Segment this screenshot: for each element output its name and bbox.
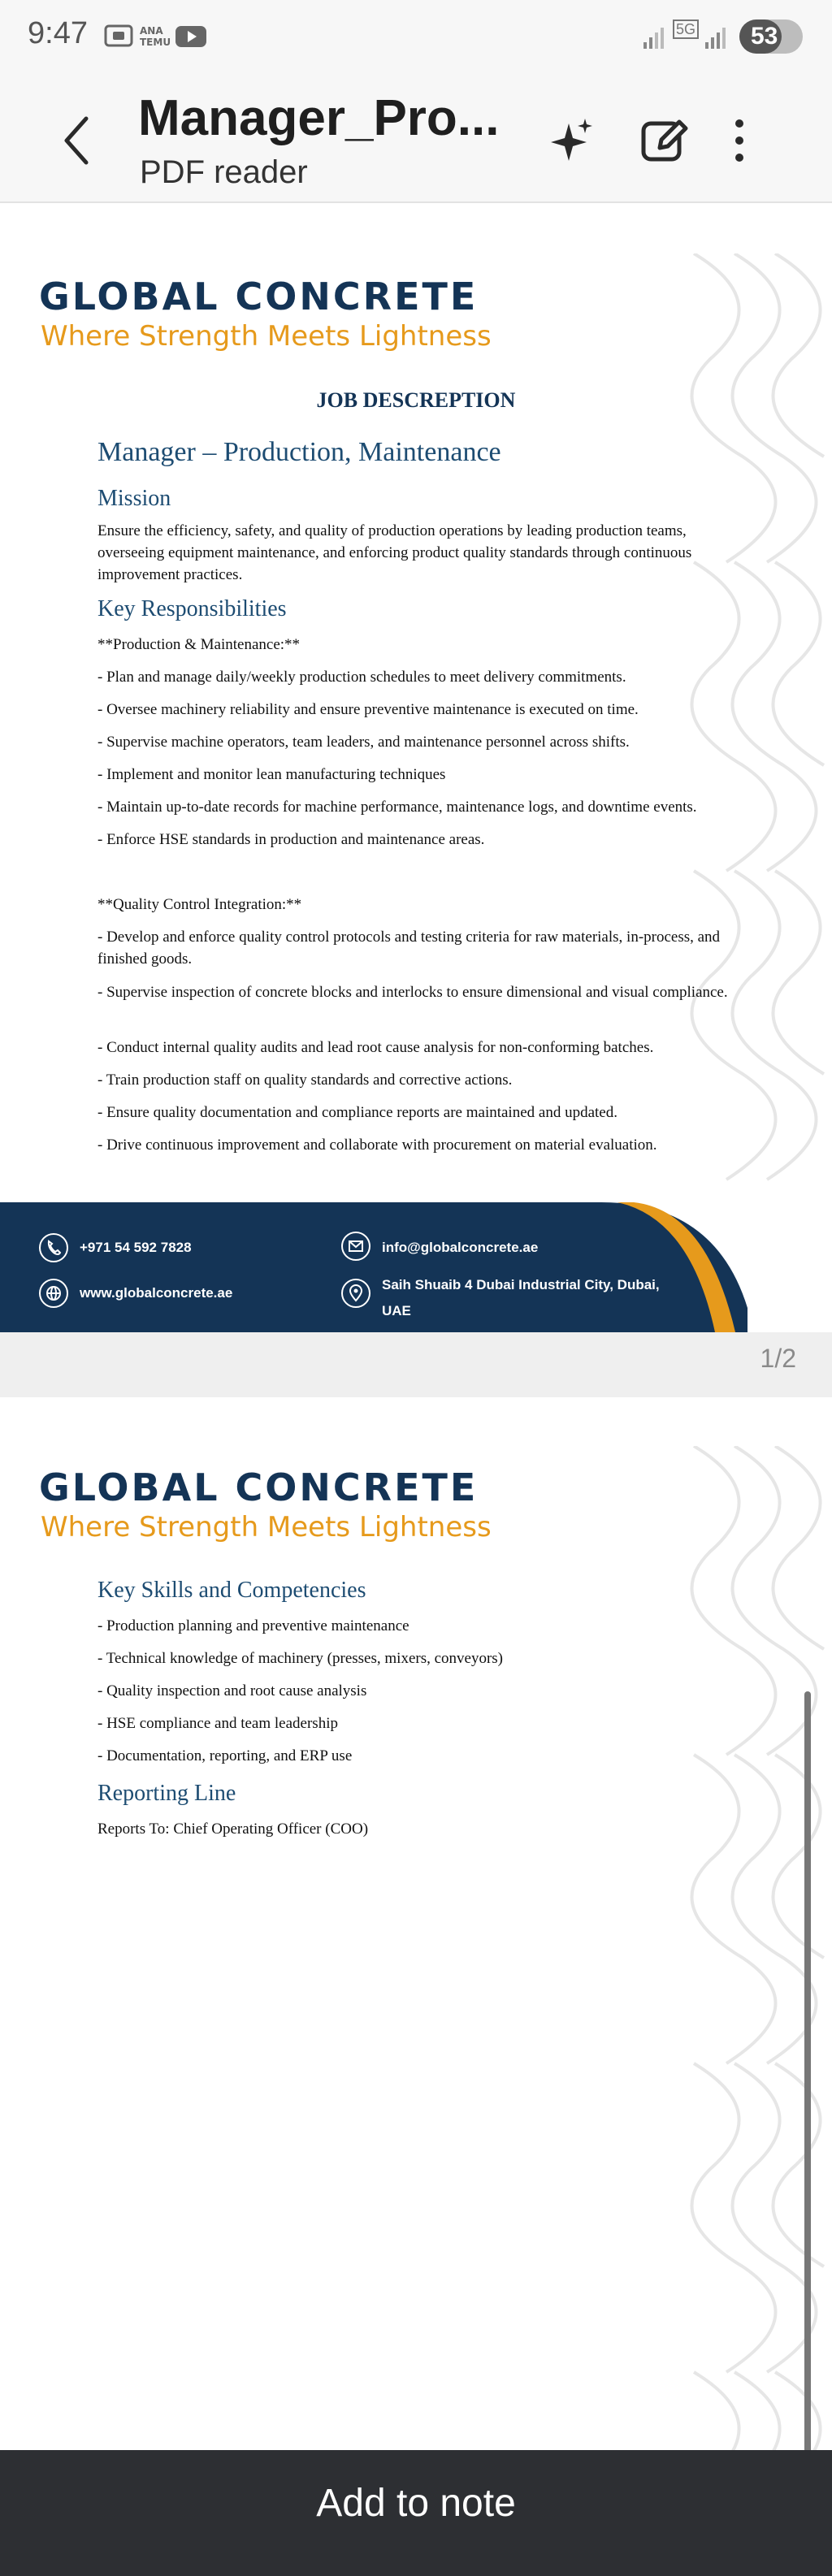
page-indicator: 1/2 (760, 1344, 796, 1373)
location-pin-icon (341, 1279, 370, 1308)
list-item: - Enforce HSE standards in production and maintenance areas. (98, 831, 485, 848)
document-heading: JOB DESCREPTION (316, 388, 516, 412)
footer-address-line1: Saih Shuaib 4 Dubai Industrial City, Dubai, (382, 1277, 660, 1292)
network-type-badge: 5G (673, 19, 699, 39)
company-tagline: Where Strength Meets Lightness (41, 1511, 492, 1543)
company-logo: GLOBAL CONCRETE (39, 275, 479, 318)
footer-banner (0, 1202, 832, 1332)
globe-icon (39, 1279, 68, 1308)
bottom-action-bar (0, 2450, 832, 2576)
battery-indicator (739, 19, 803, 54)
document-title: Manager_Pro... (138, 90, 500, 146)
list-item: - Train production staff on quality standards and corrective actions. (98, 1072, 513, 1089)
company-tagline: Where Strength Meets Lightness (41, 320, 492, 353)
more-vert-icon[interactable] (722, 112, 757, 169)
status-time: 9:47 (28, 16, 88, 50)
list-item: - Documentation, reporting, and ERP use (98, 1747, 353, 1764)
list-item: - Technical knowledge of machinery (presses, mixers, conveyors) (98, 1650, 504, 1667)
mission-text: Ensure the efficiency, safety, and quality of production operations by leading production teams, overseeing equipment maintenance, and enforcing product quality standards through continuous improvement practices. (98, 522, 692, 583)
skills-title: Key Skills and Competencies (98, 1578, 366, 1603)
screen-record-icon (102, 19, 135, 52)
page-footer (0, 1202, 832, 1332)
quality-heading: **Quality Control Integration:** (98, 896, 302, 913)
battery-level: 53 (751, 23, 778, 50)
mission-title: Mission (98, 486, 171, 511)
list-item: - HSE compliance and team leadership (98, 1715, 338, 1732)
back-arrow-icon[interactable] (57, 112, 98, 169)
reporting-title: Reporting Line (98, 1781, 236, 1806)
svg-text:ΑΝΑ: ΑΝΑ (140, 25, 163, 37)
footer-website[interactable]: www.globalconcrete.ae (80, 1285, 233, 1301)
production-heading: **Production & Maintenance:** (98, 636, 301, 653)
phone-icon (39, 1233, 68, 1262)
list-item: - Supervise inspection of concrete blocks and interlocks to ensure dimensional and visual compliance. (98, 984, 728, 1001)
list-item: - Quality inspection and root cause analysis (98, 1682, 367, 1699)
mail-icon (341, 1232, 370, 1261)
add-to-note-button[interactable]: Add to note (316, 2482, 516, 2525)
list-item: - Drive continuous improvement and collaborate with procurement on material evaluation. (98, 1136, 657, 1154)
list-item: - Ensure quality documentation and compliance reports are maintained and updated. (98, 1104, 618, 1121)
role-title: Manager – Production, Maintenance (98, 437, 501, 467)
app-subtitle: PDF reader (140, 154, 308, 190)
pdf-page-2 (0, 1397, 832, 2576)
sparkle-icon[interactable] (546, 112, 598, 169)
status-bar (0, 0, 832, 73)
list-item: - Maintain up-to-date records for machine performance, maintenance logs, and downtime events. (98, 799, 697, 816)
edit-icon[interactable] (639, 112, 691, 169)
list-item: - Develop and enforce quality control protocols and testing criteria for raw materials, in-process, and finished goods. (98, 929, 721, 968)
scrollbar[interactable] (804, 1691, 811, 2504)
company-logo: GLOBAL CONCRETE (39, 1466, 479, 1509)
responsibilities-title: Key Responsibilities (98, 596, 287, 621)
footer-phone: +971 54 592 7828 (80, 1240, 192, 1255)
signal-icon-2 (704, 19, 728, 52)
list-item: - Plan and manage daily/weekly production schedules to meet delivery commitments. (98, 669, 626, 686)
list-item: - Production planning and preventive maintenance (98, 1617, 410, 1634)
list-item: - Implement and monitor lean manufacturing techniques (98, 766, 446, 783)
list-item: - Conduct internal quality audits and lead root cause analysis for non-conforming batches. (98, 1039, 654, 1056)
list-item: - Oversee machinery reliability and ensure preventive maintenance is executed on time. (98, 701, 639, 718)
pdf-viewer[interactable] (0, 205, 832, 2576)
app-notification-icon (138, 19, 171, 52)
footer-address-line2: UAE (382, 1303, 411, 1318)
reporting-text: Reports To: Chief Operating Officer (COO) (98, 1821, 369, 1838)
pdf-page-1 (0, 205, 832, 1332)
signal-icon (642, 19, 666, 52)
app-bar (0, 73, 832, 203)
footer-email[interactable]: info@globalconcrete.ae (382, 1240, 539, 1255)
svg-text:TEMU: TEMU (140, 37, 171, 48)
youtube-icon (174, 19, 208, 52)
list-item: - Supervise machine operators, team leaders, and maintenance personnel across shifts. (98, 734, 630, 751)
